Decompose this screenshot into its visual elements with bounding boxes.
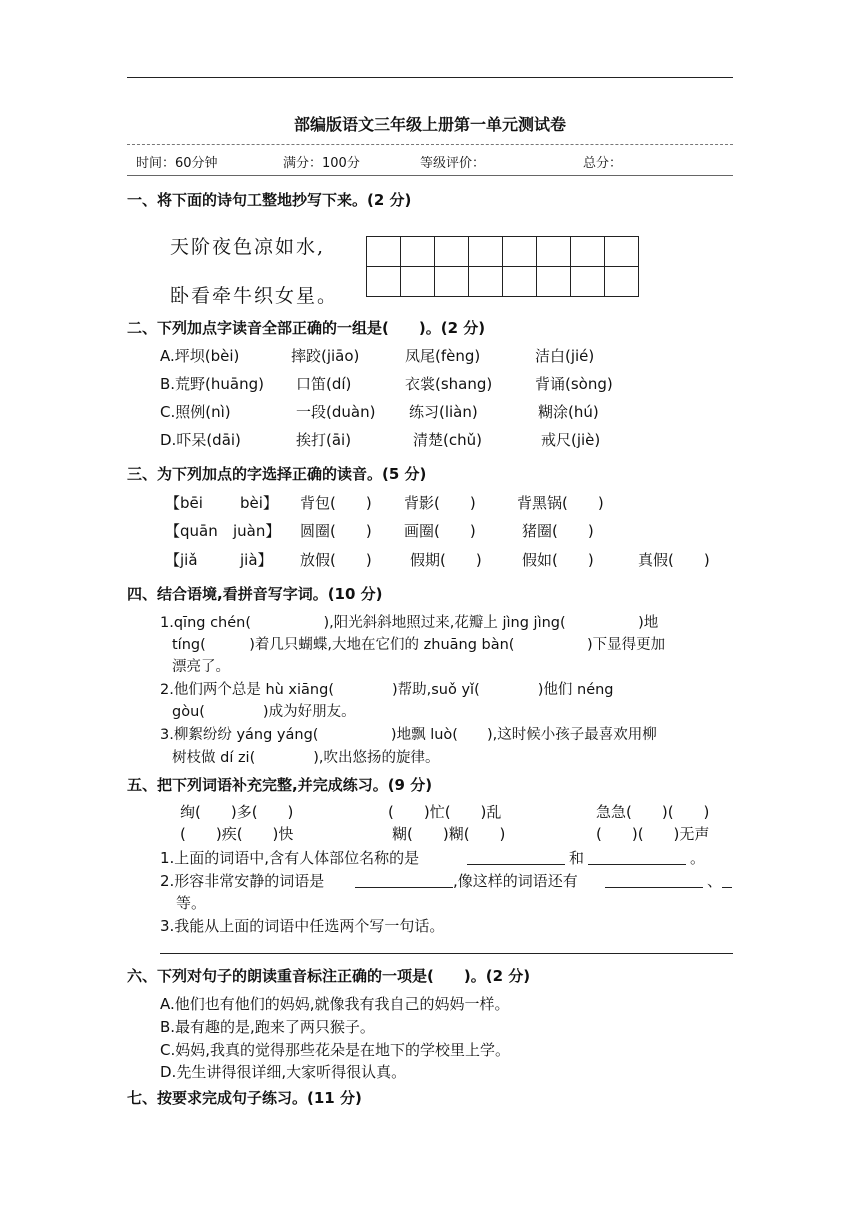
pinyin-option: jià】 xyxy=(240,551,273,569)
question-line: 。 xyxy=(690,849,706,867)
list-item: 衣裳(shang) xyxy=(405,375,493,393)
question-line: ,像这样的词语还有 xyxy=(453,872,578,890)
list-item: C.妈妈,我真的觉得那些花朵是在地下的学校里上学。 xyxy=(160,1041,511,1059)
section-2-heading: 二、下列加点字读音全部正确的一组是( )。(2 分) xyxy=(127,319,486,337)
question-line: 2.形容非常安静的词语是 xyxy=(160,872,325,890)
list-item: 洁白(jié) xyxy=(535,347,595,365)
page-title: 部编版语文三年级上册第一单元测试卷 xyxy=(293,115,566,134)
question-line: 树枝做 dí zi( ),吹出悠扬的旋律。 xyxy=(172,750,440,766)
pinyin-option: juàn】 xyxy=(233,522,281,540)
section-7-heading: 七、按要求完成句子练习。(11 分) xyxy=(127,1089,362,1107)
top-rule xyxy=(127,77,733,78)
section-4-heading: 四、结合语境,看拼音写字词。(10 分) xyxy=(127,585,383,603)
question-line: 等。 xyxy=(176,894,207,912)
answer-blank[interactable] xyxy=(355,887,453,888)
question-line: tíng( )着几只蝴蝶,大地在它们的 zhuāng bàn( )下显得更加 xyxy=(172,637,666,653)
question-line: 1.qīng chén( ),阳光斜斜地照过来,花瓣上 jìng jìng( )地 xyxy=(160,615,659,631)
list-item: 清楚(chǔ) xyxy=(413,431,482,449)
list-item: D.吓呆(dāi) xyxy=(160,431,241,449)
answer-blank[interactable] xyxy=(588,864,686,865)
list-item: 口笛(dí) xyxy=(296,375,352,393)
list-item: 摔跤(jiāo) xyxy=(291,347,360,365)
answer-blank[interactable] xyxy=(605,887,703,888)
idiom-blank: 糊( )糊( ) xyxy=(392,825,506,843)
list-item: 戒尺(jiè) xyxy=(541,431,601,449)
list-item: 背影( ) xyxy=(404,494,476,512)
pinyin-option: 【jiǎ xyxy=(165,551,198,569)
list-item: 背诵(sòng) xyxy=(535,375,613,393)
dashed-divider xyxy=(127,144,733,145)
question-line: 3.柳絮纷纷 yáng yáng( )地飘 luò( ),这时候小孩子最喜欢用柳 xyxy=(160,727,657,743)
idiom-blank: 绚( )多( ) xyxy=(180,803,294,821)
list-item: 假如( ) xyxy=(522,551,594,569)
section-6-heading: 六、下列对句子的朗读重音标注正确的一项是( )。(2 分) xyxy=(127,967,531,985)
list-item: 放假( ) xyxy=(300,551,372,569)
copy-grid[interactable] xyxy=(366,236,639,297)
list-item: 糊涂(hú) xyxy=(538,403,599,421)
meta-divider xyxy=(127,175,733,176)
list-item: B.荒野(huāng) xyxy=(160,375,264,393)
answer-line[interactable] xyxy=(160,953,733,954)
list-item: 圆圈( ) xyxy=(300,522,372,540)
list-item: 真假( ) xyxy=(638,551,710,569)
meta-grade: 等级评价： xyxy=(420,156,486,171)
question-line: 和 xyxy=(569,849,585,867)
list-item: B.最有趣的是,跑来了两只猴子。 xyxy=(160,1018,375,1036)
question-line: 1.上面的词语中,含有人体部位名称的是 xyxy=(160,849,420,867)
list-item: A.他们也有他们的妈妈,就像我有我自己的妈妈一样。 xyxy=(160,995,510,1013)
pinyin-option: 【quān xyxy=(165,522,218,540)
idiom-blank: ( )忙( )乱 xyxy=(388,803,502,821)
question-line: 漂亮了。 xyxy=(172,659,230,675)
idiom-blank: ( )疾( )快 xyxy=(180,825,294,843)
answer-blank[interactable] xyxy=(722,887,732,888)
meta-time: 时间：60分钟 xyxy=(136,156,218,171)
list-item: A.坪坝(bèi) xyxy=(160,347,240,365)
list-item: C.照例(nì) xyxy=(160,403,231,421)
meta-total: 总分： xyxy=(583,156,623,171)
list-item: D.先生讲得很详细,大家听得很认真。 xyxy=(160,1063,407,1081)
poem-line-1: 天阶夜色凉如水, xyxy=(170,236,326,258)
list-item: 挨打(āi) xyxy=(296,431,352,449)
section-5-heading: 五、把下列词语补充完整,并完成练习。(9 分) xyxy=(127,776,433,794)
meta-full-score: 满分：100分 xyxy=(283,156,360,171)
question-line: 、 xyxy=(707,872,723,890)
idiom-blank: ( )( )无声 xyxy=(596,825,710,843)
question-line: 2.他们两个总是 hù xiāng( )帮助,suǒ yǐ( )他们 néng xyxy=(160,682,614,698)
list-item: 凤尾(fèng) xyxy=(405,347,481,365)
list-item: 背包( ) xyxy=(300,494,372,512)
list-item: 猪圈( ) xyxy=(522,522,594,540)
question-line: 3.我能从上面的词语中任选两个写一句话。 xyxy=(160,917,445,935)
poem-line-2: 卧看牵牛织女星。 xyxy=(170,285,339,307)
list-item: 练习(liàn) xyxy=(409,403,478,421)
answer-blank[interactable] xyxy=(467,864,565,865)
list-item: 画圈( ) xyxy=(404,522,476,540)
list-item: 假期( ) xyxy=(410,551,482,569)
idiom-blank: 急急( )( ) xyxy=(596,803,710,821)
section-1-heading: 一、将下面的诗句工整地抄写下来。(2 分) xyxy=(127,191,412,209)
pinyin-option: bèi】 xyxy=(240,494,278,512)
pinyin-option: 【bēi xyxy=(165,494,203,512)
list-item: 背黑锅( ) xyxy=(517,494,604,512)
list-item: 一段(duàn) xyxy=(296,403,376,421)
section-3-heading: 三、为下列加点的字选择正确的读音。(5 分) xyxy=(127,465,427,483)
question-line: gòu( )成为好朋友。 xyxy=(172,704,356,720)
